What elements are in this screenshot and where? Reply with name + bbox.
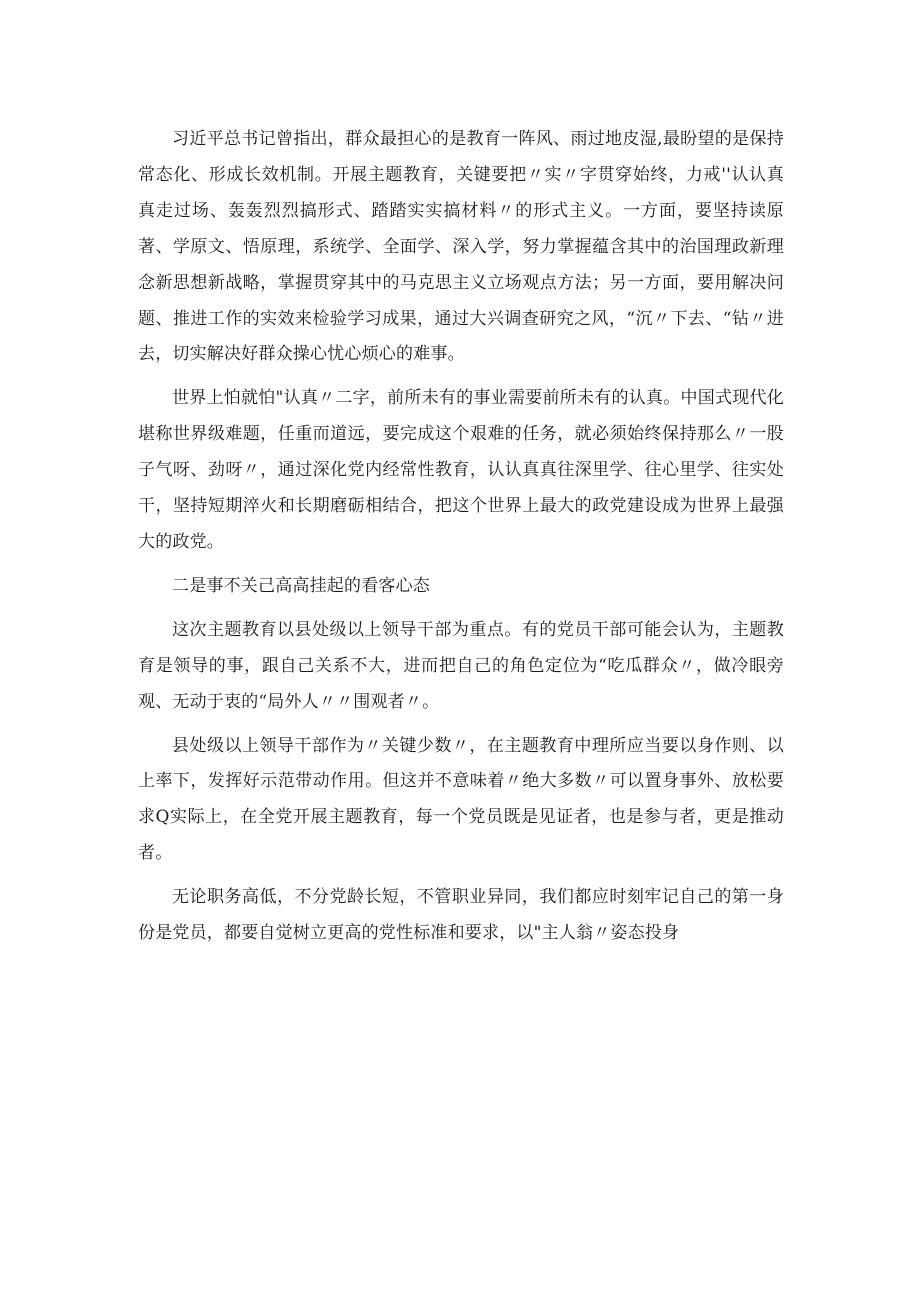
paragraph-2: 世界上怕就怕"认真〃二字，前所未有的事业需要前所未有的认真。中国式现代化堪称世界级难题，任重而道远，要完成这个艰难的任务，就必须始终保持那么〃一股子气呀、劲呀〃，通过深化党内经常性教育，认认真真往深里学、往心里学、往实处干，坚持短期淬火和长期磨砺相结合，把这个世界上最大的政党建设成为世界上最强大的政党。 — [138, 388, 784, 552]
paragraph-4: 县处级以上领导干部作为〃关键少数〃，在主题教育中理所应当要以身作则、以上率下，发挥好示范带动作用。但这并不意味着〃绝大多数〃可以置身事外、放松要求Q实际上，在全党开展主题教育，每一个党员既是见证者，也是参与者，更是推动者。 — [138, 735, 784, 864]
section-heading: 二是事不关己高高挂起的看客心态 — [172, 575, 430, 596]
paragraph-1: 习近平总书记曾指出，群众最担心的是教育一阵风、雨过地皮湿,最盼望的是保持常态化、形成长效机制。开展主题教育，关键要把〃实〃字贯穿始终，力戒''认认真真走过场、轰轰烈烈搞形式、踏踏实实搞材料〃的形式主义。一方面，要坚持读原著、学原文、悟原理，系统学、全面学、深入学，努力掌握蕴含其中的治国理政新理念新思想新战略，掌握贯穿其中的马克思主义立场观点方法；另一方面，要用解决问题、推进工作的实效来检验学习成果，通过大兴调查研究之风，“沉〃下去、“钻〃进去，切实解决好群众操心忧心烦心的难事。 — [138, 129, 784, 365]
paragraph-3: 这次主题教育以县处级以上领导干部为重点。有的党员干部可能会认为，主题教育是领导的事，跟自己关系不大，进而把自己的角色定位为“吃瓜群众〃，做冷眼旁观、无动于衷的“局外人〃〃围观者〃。 — [138, 619, 784, 712]
document-body — [138, 122, 784, 960]
paragraph-5: 无论职务高低，不分党龄长短，不管职业异同，我们都应时刻牢记自己的第一身份是党员，都要自觉树立更高的党性标准和要求，以"主人翁〃姿态投身 — [138, 887, 784, 944]
